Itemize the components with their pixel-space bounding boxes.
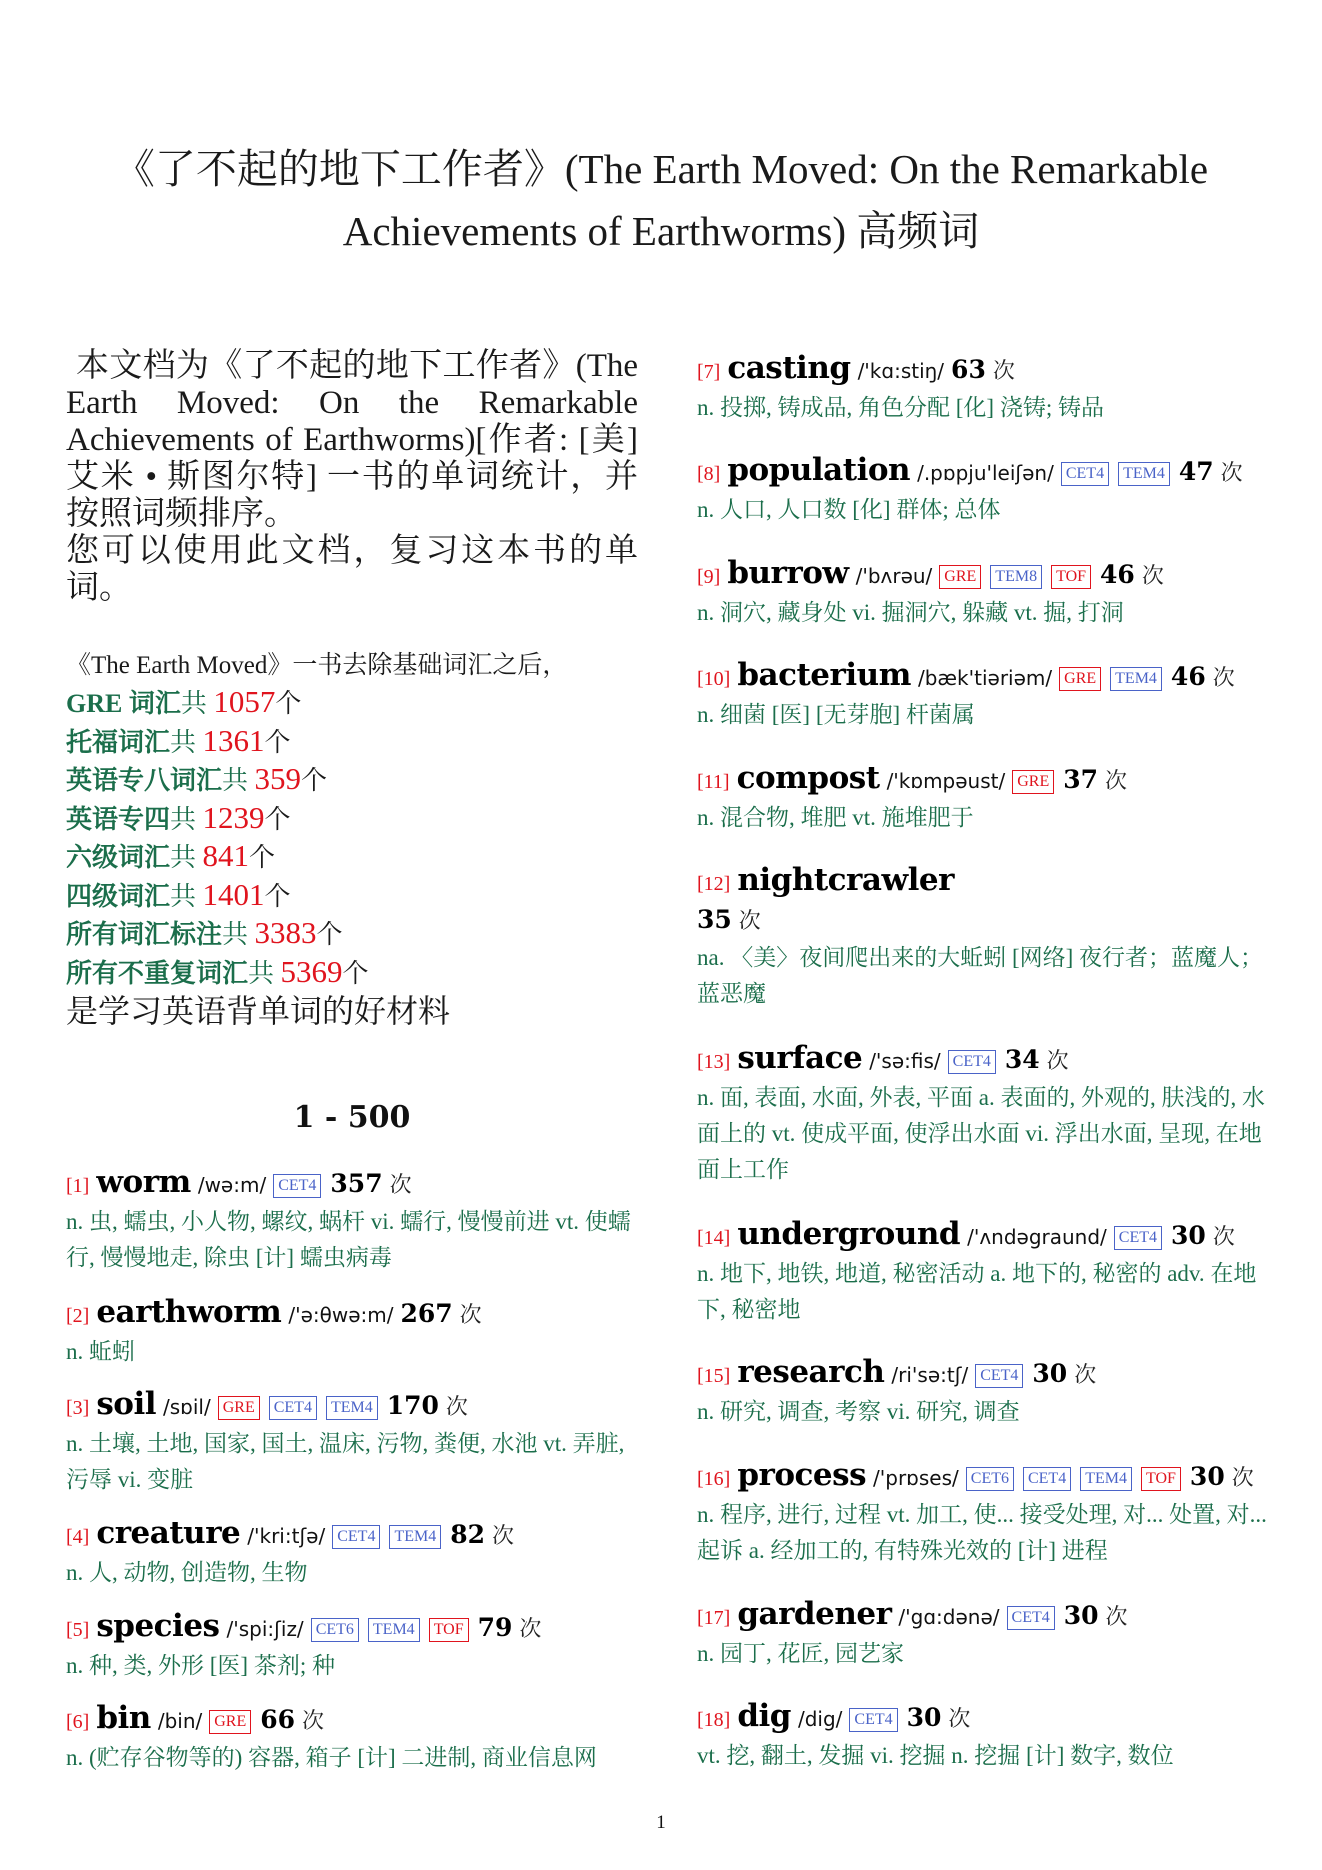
count-unit: 次 xyxy=(1105,1604,1128,1629)
phonetic: /bæk'tiəriəm/ xyxy=(917,666,1053,690)
exam-tag-cet4: CET4 xyxy=(1061,462,1109,486)
entry-index: [3] xyxy=(66,1397,90,1419)
entry-index: [16] xyxy=(697,1468,731,1490)
entry-index: [15] xyxy=(697,1365,731,1387)
entry-head xyxy=(66,1294,638,1334)
count-unit: 次 xyxy=(992,358,1015,383)
frequency-count: 35 xyxy=(697,905,732,934)
count-unit: 次 xyxy=(302,1708,325,1733)
headword: population xyxy=(727,452,911,488)
exam-tag-tem4: TEM4 xyxy=(368,1618,420,1642)
stat-suffix: 共 xyxy=(170,727,203,757)
frequency-count: 170 xyxy=(386,1391,439,1420)
exam-tag-cet4: CET4 xyxy=(849,1708,897,1732)
exam-tag-gre: GRE xyxy=(1012,770,1054,794)
definition: n. 混合物, 堆肥 vt. 施堆肥于 xyxy=(697,805,974,830)
stat-value: 5369 xyxy=(280,953,343,989)
stat-label: 托福词汇 xyxy=(66,727,171,757)
definition: n. (贮存谷物等的) 容器, 箱子 [计] 二进制, 商业信息网 xyxy=(66,1745,597,1770)
frequency-count: 30 xyxy=(1171,1221,1206,1250)
stat-row xyxy=(66,761,638,800)
stat-label: GRE 词汇 xyxy=(66,689,181,718)
stat-suffix: 共 xyxy=(222,766,255,795)
phonetic: /'sə:fis/ xyxy=(869,1049,941,1073)
frequency-count: 46 xyxy=(1170,662,1206,691)
headword: process xyxy=(737,1457,867,1493)
word-entry xyxy=(697,452,1277,528)
exam-tag-cet4: CET4 xyxy=(273,1174,321,1198)
headword: soil xyxy=(96,1386,157,1422)
stat-value: 3383 xyxy=(254,915,317,950)
entry-index: [14] xyxy=(697,1227,731,1249)
headword: compost xyxy=(736,760,880,796)
frequency-count: 267 xyxy=(400,1299,453,1328)
word-entry xyxy=(66,1294,638,1370)
stat-label: 四级词汇 xyxy=(66,881,171,911)
exam-tag-tof: TOF xyxy=(1141,1467,1181,1491)
count-unit: 次 xyxy=(1141,563,1164,588)
phonetic: /bin/ xyxy=(157,1709,203,1733)
count-unit: 次 xyxy=(459,1302,482,1327)
definition: n. 蚯蚓 xyxy=(66,1339,135,1364)
entry-index: [12] xyxy=(697,873,731,895)
exam-tag-cet4: CET4 xyxy=(1007,1606,1055,1630)
phonetic: /'kɒmpəust/ xyxy=(886,769,1006,793)
count-unit: 次 xyxy=(948,1706,971,1731)
stat-suffix: 共 xyxy=(222,920,255,949)
phonetic: /'bʌrəu/ xyxy=(855,564,933,588)
word-entry xyxy=(697,862,1277,1012)
stat-value: 1361 xyxy=(202,722,265,758)
frequency-count: 79 xyxy=(477,1613,513,1642)
entry-head xyxy=(66,1386,638,1426)
word-entry xyxy=(66,1608,638,1684)
entry-index: [11] xyxy=(697,771,730,793)
stat-suffix: 共 xyxy=(170,881,203,911)
stat-unit: 个 xyxy=(342,958,369,988)
entry-head xyxy=(697,862,1277,902)
stat-row xyxy=(66,800,638,839)
stat-suffix: 共 xyxy=(170,843,203,872)
word-entry xyxy=(697,1698,1277,1774)
exam-tag-gre: GRE xyxy=(1059,667,1101,691)
headword: casting xyxy=(727,350,851,386)
count-unit: 次 xyxy=(389,1172,412,1197)
count-unit: 次 xyxy=(1212,1224,1235,1249)
entry-index: [4] xyxy=(66,1526,90,1548)
phonetic: /'ə:θwə:m/ xyxy=(288,1303,394,1327)
entry-index: [13] xyxy=(697,1051,731,1073)
headword: species xyxy=(96,1608,220,1644)
stats-rows xyxy=(66,684,638,992)
entry-head xyxy=(66,1608,638,1648)
word-entry xyxy=(697,1040,1277,1188)
intro-text: 本文档为《了不起的地下工作者》(The Earth Moved: On the Remarkable Achievements of Earthworms)[作者: [美] 艾米 • 斯图尔特] 一书的单词统计，并按照词频排序。 xyxy=(66,348,638,532)
word-entry xyxy=(66,1386,638,1498)
word-entry xyxy=(697,1354,1277,1430)
headword: burrow xyxy=(727,555,849,591)
stat-row xyxy=(66,723,638,762)
frequency-count: 30 xyxy=(1189,1462,1225,1491)
definition: n. 研究, 调查, 考察 vi. 研究, 调查 xyxy=(697,1399,1020,1424)
count-unit: 次 xyxy=(1212,665,1235,690)
count-unit: 次 xyxy=(1220,460,1243,485)
exam-tag-tem4: TEM4 xyxy=(1110,667,1162,691)
stat-row xyxy=(66,877,638,916)
exam-tag-cet4: CET4 xyxy=(948,1050,996,1074)
entry-head xyxy=(697,1354,1277,1394)
stat-value: 359 xyxy=(254,761,302,796)
frequency-count: 30 xyxy=(906,1703,942,1732)
frequency-count: 34 xyxy=(1004,1045,1040,1074)
entry-index: [9] xyxy=(697,566,721,588)
stat-unit: 个 xyxy=(249,843,276,872)
entry-head xyxy=(66,1164,638,1204)
phonetic: /'spi:ʃiz/ xyxy=(226,1617,304,1641)
entry-index: [5] xyxy=(66,1619,90,1641)
count-unit: 次 xyxy=(1074,1362,1097,1387)
frequency-count: 30 xyxy=(1063,1601,1099,1630)
stat-label: 所有词汇标注 xyxy=(66,920,223,949)
headword: creature xyxy=(96,1515,241,1551)
headword: bin xyxy=(96,1700,151,1736)
stat-unit: 个 xyxy=(264,804,291,834)
word-entry xyxy=(697,1457,1277,1569)
stat-value: 841 xyxy=(202,838,250,873)
entry-head xyxy=(66,1515,638,1555)
exam-tag-cet6: CET6 xyxy=(966,1467,1014,1491)
stat-suffix: 共 xyxy=(170,804,203,834)
stat-unit: 个 xyxy=(264,727,291,757)
stat-label: 英语专四 xyxy=(66,804,171,834)
word-entry xyxy=(66,1515,638,1591)
exam-tag-cet4: CET4 xyxy=(1023,1467,1071,1491)
exam-tag-tem4: TEM4 xyxy=(326,1396,378,1420)
title-line-2: Achievements of Earthworms) 高频词 xyxy=(342,208,980,254)
exam-tag-gre: GRE xyxy=(939,565,981,589)
headword: underground xyxy=(737,1216,961,1252)
entry-head xyxy=(697,1040,1277,1080)
definition: vt. 挖, 翻土, 发掘 vi. 挖掘 n. 挖掘 [计] 数字, 数位 xyxy=(697,1743,1174,1768)
definition: n. 虫, 蠕虫, 小人物, 螺纹, 蜗杆 vi. 蠕行, 慢慢前进 vt. 使蠕行, 慢慢地走, 除虫 [计] 蠕虫病毒 xyxy=(66,1209,631,1270)
phonetic: /'ʌndəgraund/ xyxy=(967,1225,1107,1249)
entry-head xyxy=(697,1596,1277,1636)
entry-index: [10] xyxy=(697,668,731,690)
entry-index: [18] xyxy=(697,1709,731,1731)
phonetic: /.pɒpju'leiʃən/ xyxy=(917,461,1054,485)
vocab-stats xyxy=(66,648,638,1030)
title-line-1: 《了不起的地下工作者》(The Earth Moved: On the Remarkable xyxy=(113,146,1209,192)
headword: dig xyxy=(737,1698,791,1734)
phonetic: /'kri:tʃə/ xyxy=(247,1524,326,1548)
stats-closing: 是学习英语背单词的好材料 xyxy=(66,993,451,1029)
definition: n. 洞穴, 藏身处 vi. 掘洞穴, 躲藏 vt. 掘, 打洞 xyxy=(697,600,1124,625)
exam-tag-cet4: CET4 xyxy=(269,1396,317,1420)
word-entry xyxy=(697,350,1277,426)
frequency-count: 30 xyxy=(1032,1359,1068,1388)
headword: worm xyxy=(96,1164,191,1200)
count-unit: 次 xyxy=(445,1394,468,1419)
frequency-count: 37 xyxy=(1063,765,1099,794)
exam-tag-gre: GRE xyxy=(218,1396,260,1420)
entry-head xyxy=(697,452,1277,492)
frequency-count: 63 xyxy=(951,355,986,384)
definition: n. 土壤, 土地, 国家, 国土, 温床, 污物, 粪便, 水池 vt. 弄脏, 污辱 vi. 变脏 xyxy=(66,1431,625,1492)
exam-tag-tof: TOF xyxy=(1051,565,1091,589)
phonetic: /wə:m/ xyxy=(197,1173,267,1197)
entry-index: [7] xyxy=(697,361,721,383)
stat-row xyxy=(66,954,638,993)
exam-tag-tem4: TEM4 xyxy=(1080,1467,1132,1491)
exam-tag-tem8: TEM8 xyxy=(990,565,1042,589)
entry-head xyxy=(697,1457,1277,1497)
frequency-count: 357 xyxy=(330,1169,383,1198)
exam-tag-cet6: CET6 xyxy=(311,1618,359,1642)
count-unit: 次 xyxy=(1105,768,1128,793)
word-entry xyxy=(66,1700,638,1776)
entry-index: [17] xyxy=(697,1607,731,1629)
definition: na. 〈美〉夜间爬出来的大蚯蚓 [网络] 夜行者；蓝魔人；蓝恶魔 xyxy=(697,945,1264,1006)
stat-label: 所有不重复词汇 xyxy=(66,958,249,988)
definition: n. 人, 动物, 创造物, 生物 xyxy=(66,1560,308,1585)
exam-tag-cet4: CET4 xyxy=(975,1364,1023,1388)
phonetic: /ri'sə:tʃ/ xyxy=(891,1363,969,1387)
count-unit: 次 xyxy=(492,1523,515,1548)
frequency-count: 47 xyxy=(1178,457,1214,486)
exam-tag-tof: TOF xyxy=(429,1618,469,1642)
entry-index: [8] xyxy=(697,463,721,485)
stat-row xyxy=(66,838,638,877)
phonetic: /'gɑ:dənə/ xyxy=(898,1605,1000,1629)
entry-count-line xyxy=(697,902,1277,940)
entry-head xyxy=(697,760,1277,800)
entry-head xyxy=(697,1698,1277,1738)
entry-index: [2] xyxy=(66,1305,90,1327)
entry-head xyxy=(66,1700,638,1740)
word-entry xyxy=(697,1216,1277,1328)
stat-value: 1057 xyxy=(213,684,276,719)
document-title xyxy=(60,138,1262,262)
exam-tag-gre: GRE xyxy=(209,1710,251,1734)
entry-head xyxy=(697,1216,1277,1256)
stat-unit: 个 xyxy=(264,881,291,911)
stat-suffix: 共 xyxy=(180,689,214,718)
count-unit: 次 xyxy=(738,908,761,933)
stat-row xyxy=(66,915,638,954)
exam-tag-cet4: CET4 xyxy=(332,1525,380,1549)
definition: n. 地下, 地铁, 地道, 秘密活动 a. 地下的, 秘密的 adv. 在地下, 秘密地 xyxy=(697,1261,1257,1322)
intro-paragraph xyxy=(66,348,638,607)
headword: nightcrawler xyxy=(737,862,954,898)
definition: n. 人口, 人口数 [化] 群体; 总体 xyxy=(697,497,1001,522)
stats-lead: 《The Earth Moved》一书去除基础词汇之后， xyxy=(66,652,568,679)
stat-label: 六级词汇 xyxy=(66,843,171,872)
definition: n. 投掷, 铸成品, 角色分配 [化] 浇铸; 铸品 xyxy=(697,395,1104,420)
stat-label: 英语专八词汇 xyxy=(66,766,223,795)
headword: bacterium xyxy=(737,657,911,693)
frequency-count: 66 xyxy=(260,1705,296,1734)
exam-tag-cet4: CET4 xyxy=(1114,1226,1162,1250)
definition: n. 园丁, 花匠, 园艺家 xyxy=(697,1641,904,1666)
stat-unit: 个 xyxy=(301,766,328,795)
entry-head xyxy=(697,555,1277,595)
definition: n. 程序, 进行, 过程 vt. 加工, 使... 接受处理, 对... 处置, 对... 起诉 a. 经加工的, 有特殊光效的 [计] 进程 xyxy=(697,1502,1267,1563)
phonetic: /dig/ xyxy=(797,1707,843,1731)
entry-head xyxy=(697,657,1277,697)
frequency-count: 82 xyxy=(450,1520,486,1549)
entry-index: [6] xyxy=(66,1711,90,1733)
word-entry xyxy=(697,760,1277,836)
exam-tag-tem4: TEM4 xyxy=(389,1525,441,1549)
headword: surface xyxy=(737,1040,863,1076)
phonetic: /'kɑ:stiŋ/ xyxy=(857,359,945,383)
exam-tag-tem4: TEM4 xyxy=(1118,462,1170,486)
frequency-count: 46 xyxy=(1100,560,1135,589)
entry-head xyxy=(697,350,1277,390)
stat-unit: 个 xyxy=(316,920,343,949)
count-unit: 次 xyxy=(519,1616,542,1641)
headword: gardener xyxy=(737,1596,892,1632)
stat-suffix: 共 xyxy=(248,958,281,988)
stat-value: 1239 xyxy=(202,799,265,835)
definition: n. 面, 表面, 水面, 外表, 平面 a. 表面的, 外观的, 肤浅的, 水面上的 vt. 使成平面, 使浮出水面 vi. 浮出水面, 呈现, 在地面上工作 xyxy=(697,1085,1265,1182)
count-unit: 次 xyxy=(1046,1048,1069,1073)
count-unit: 次 xyxy=(1231,1465,1254,1490)
headword: earthworm xyxy=(96,1294,282,1330)
word-entry xyxy=(697,1596,1277,1672)
stat-unit: 个 xyxy=(275,689,302,718)
definition: n. 细菌 [医] [无芽胞] 杆菌属 xyxy=(697,702,975,727)
page-number: 1 xyxy=(656,1812,666,1833)
definition: n. 种, 类, 外形 [医] 茶剂; 种 xyxy=(66,1653,335,1678)
word-entry xyxy=(697,657,1277,733)
phonetic: /'prɒses/ xyxy=(873,1466,959,1490)
entry-index: [1] xyxy=(66,1175,90,1197)
stat-row xyxy=(66,684,638,723)
intro-text-2: 您可以使用此文档，复习这本书的单词。 xyxy=(66,533,638,606)
stat-value: 1401 xyxy=(202,876,265,912)
word-entry xyxy=(697,555,1277,631)
word-entry xyxy=(66,1164,638,1276)
range-heading: 1 - 500 xyxy=(293,1100,411,1135)
phonetic: /sɒil/ xyxy=(163,1395,211,1419)
headword: research xyxy=(737,1354,885,1390)
